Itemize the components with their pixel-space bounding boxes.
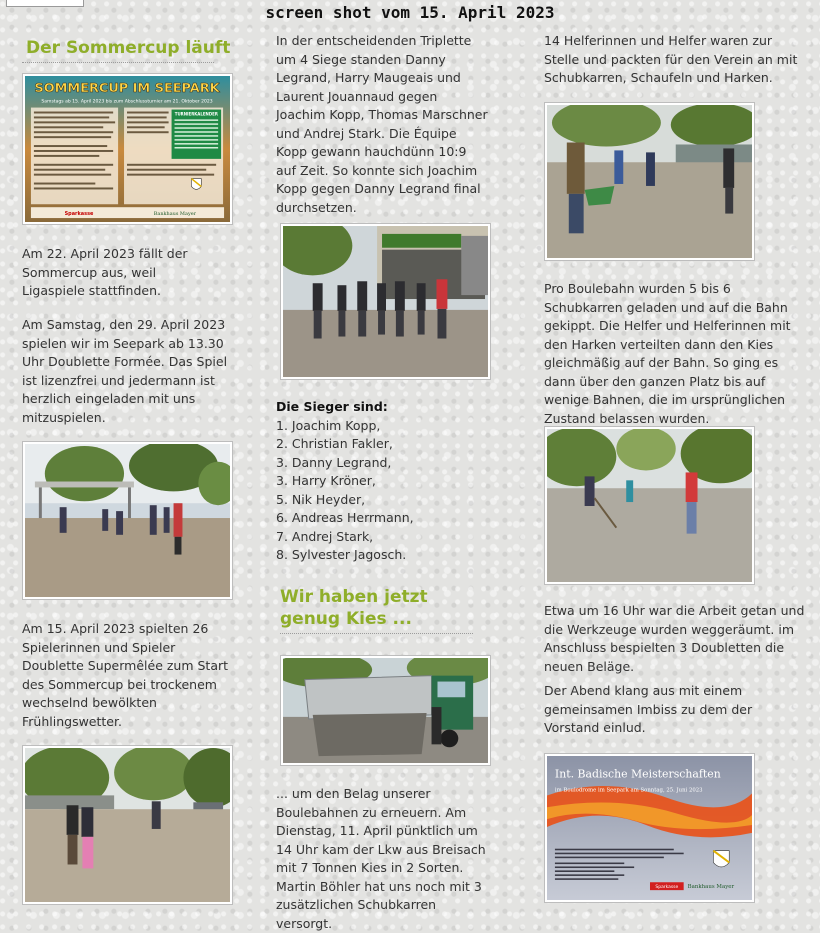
raking-gravel-photo[interactable]: [544, 426, 755, 585]
col3-paragraph-3: Etwa um 16 Uhr war die Arbeit getan und die Werkzeuge wurden weggeräumt. im Anschluss bespielten 3 Doubletten die neuen Beläge.: [544, 603, 805, 674]
col1-paragraph-3: Am 15. April 2023 spielten 26 Spielerinnen und Spieler Doublette Supermêlée zum Start des Sommercup bei trockenem wechselnd bewölkten Frühlingswetter.: [22, 621, 229, 729]
winner-item: 3. Harry Kröner,: [276, 473, 376, 488]
poster-title: SOMMERCUP IM SEEPARK: [34, 80, 220, 96]
poster2-sponsor-1: Sparkasse: [655, 885, 679, 891]
poster2-title: Int. Badische Meisterschaften: [554, 767, 721, 781]
poster-subtitle: Samstags ab 15. April 2023 bis zum Abschlussturnier am 21. Oktober 2023: [41, 99, 213, 105]
col3-paragraph-2: Pro Boulebahn wurden 5 bis 6 Schubkarren geladen und auf die Bahn gekippt. Die Helfer und Helferinnen mit den Harken verteilten dann den Kies gleichmäßig auf der Bahn. So ging es dann über den ganzen Platz bis auf wenige Bahnen, die im ursprünglichen Zustand belassen wurden.: [544, 281, 791, 426]
winner-item: 2. Christian Fakler,: [276, 436, 393, 451]
poster-sponsor-1: Sparkasse: [64, 211, 94, 218]
winner-item: 7. Andrej Stark,: [276, 528, 374, 544]
heading-rule: [280, 633, 473, 634]
poster2-subtitle: im Boulodrome im Seepark am Sonntag, 25. Juni 2023: [554, 787, 703, 794]
poster-sponsor-2: Bankhaus Mayer: [153, 211, 197, 218]
winner-item: 6. Andreas Herrmann,: [276, 510, 414, 525]
poster2-sponsor-2: Bankhaus Mayer: [687, 884, 735, 891]
kies-heading-line-1: Wir haben jetzt: [280, 587, 428, 607]
players-pink-photo[interactable]: [22, 745, 233, 905]
col2-paragraph-1: In der entscheidenden Triplette um 4 Siege standen Danny Legrand, Harry Maugeais und Laurent Jouannaud gegen Joachim Kopp, Thomas Marschner und Andrej Stark. Die Équipe Kopp gewann hauchdünn 10:9 auf Zeit. So konnte sich Joachim Kopp gegen Danny Legrand final durchsetzen.: [276, 33, 488, 215]
winners-list: [276, 417, 488, 565]
wheelbarrow-helpers-photo[interactable]: [544, 102, 755, 261]
badische-meisterschaften-poster[interactable]: [544, 753, 755, 903]
col2-paragraph-2: ... um den Belag unserer Boulebahnen zu erneuern. Am Dienstag, 11. April pünktlich um 14 Uhr kam der Lkw aus Breisach mit 7 Tonnen Kies in 2 Sorten. Martin Böhler hat uns noch mit 3 zusätzlichen Schubkarren versorgt.: [276, 786, 486, 931]
col3-paragraph-1: 14 Helferinnen und Helfer waren zur Stelle und packten für den Verein an mit Schubkarren, Schaufeln und Harken.: [544, 33, 798, 85]
poster-calendar-label: TURNIERKALENDER: [174, 111, 218, 117]
gravel-truck-photo[interactable]: [280, 655, 491, 766]
winner-item: 5. Nik Heyder,: [276, 491, 366, 507]
winner-item: 1. Joachim Kopp,: [276, 417, 381, 433]
sommercup-poster[interactable]: [22, 73, 233, 225]
winners-label: Die Sieger sind:: [276, 399, 388, 414]
col1-paragraph-1: Am 22. April 2023 fällt der Sommercup aus, weil Ligaspiele stattfinden.: [22, 246, 188, 298]
sommercup-heading: Der Sommercup läuft: [26, 38, 231, 58]
winner-item: 8. Sylvester Jagosch.: [276, 547, 407, 562]
screenshot-caption: screen shot vom 15. April 2023: [265, 3, 555, 22]
kies-heading-line-2: genug Kies ...: [280, 609, 412, 629]
col1-paragraph-2: Am Samstag, den 29. April 2023 spielen wir im Seepark ab 13.30 Uhr Doublette Formée. Das Spiel ist lizenzfrei und jedermann ist herzlich eingeladen mit uns mitzuspielen.: [22, 317, 228, 425]
sommercup-players-photo[interactable]: [22, 441, 233, 600]
col3-paragraph-4: Der Abend klang aus mit einem gemeinsamen Imbiss zu dem der Vorstand einlud.: [544, 683, 753, 735]
heading-rule: [22, 62, 214, 63]
winners-group-photo[interactable]: [280, 223, 491, 380]
winner-item: 3. Danny Legrand,: [276, 454, 392, 470]
